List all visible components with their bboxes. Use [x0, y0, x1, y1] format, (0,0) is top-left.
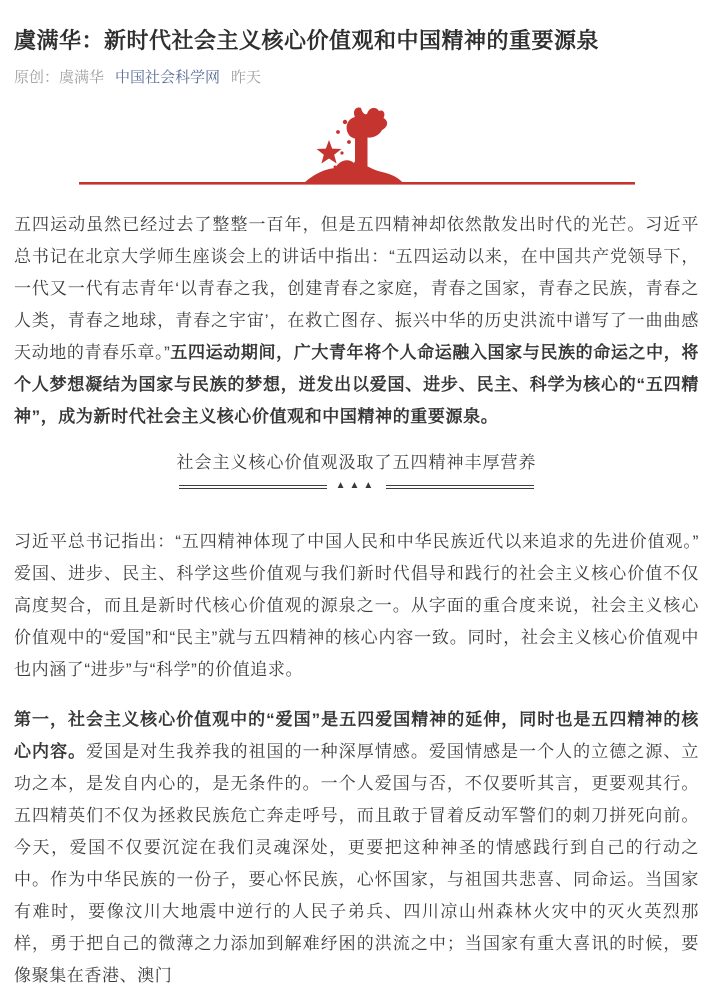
double-rule-left — [179, 485, 327, 489]
mound-shape — [304, 159, 403, 183]
triangle-ornament-icon: ▲▲▲ — [335, 480, 378, 491]
byline-original-label: 原创：虞满华 — [14, 69, 105, 86]
section-heading-block — [14, 451, 699, 492]
article-page — [0, 26, 713, 992]
article-body — [0, 209, 713, 992]
paragraph-1-normal-text: 五四运动虽然已经过去了整整一百年，但是五四精神却依然散发出时代的光芒。习近平总书记在北京大学师生座谈会上的讲话中指出：“五四运动以来，在中国共产党领导下，一代又一代有志青年‘以青春之我，创建青春之家庭，青春之国家，青春之民族，青春之人类，青春之地球，青春之宇宙’，在救亡图存、振兴中华的历史洪流中谱写了一曲曲感天动地的青春乐章。” — [14, 215, 699, 362]
double-rule-right — [386, 485, 534, 489]
byline-date: 昨天 — [231, 69, 262, 86]
byline — [14, 66, 699, 87]
paragraph-3-bold-text: 第一，社会主义核心价值观中的“爱国”是五四爱国精神的延伸，同时也是五四精神的核心内容。 — [14, 710, 699, 761]
paragraph-2-text: 习近平总书记指出：“五四精神体现了中国人民和中华民族近代以来追求的先进价值观。”爱国、进步、民主、科学这些价值观与我们新时代倡导和践行的社会主义核心价值不仅高度契合，而且是新时代核心价值观的源泉之一。从字面的重合度来说，社会主义核心价值观中的“爱国”和“民主”就与五四精神的核心内容一致。同时，社会主义核心价值观中也内涵了“进步”与“科学”的价值追求。 — [14, 532, 699, 679]
hero-image[interactable] — [79, 107, 635, 189]
paragraph-2 — [14, 526, 699, 686]
account-name-link[interactable]: 中国社会科学网 — [115, 69, 221, 86]
section-heading: 社会主义核心价值观汲取了五四精神丰厚营养 — [176, 453, 537, 472]
monument-flame-icon — [346, 108, 387, 139]
article-title: 虞满华：新时代社会主义核心价值观和中国精神的重要源泉 — [14, 28, 600, 53]
section-divider — [14, 482, 699, 492]
paragraph-1-bold-text: 五四运动期间，广大青年将个人命运融入国家与民族的命运之中，将个人梦想凝结为国家与民族的梦想，迸发出以爱国、进步、民主、科学为核心的“五四精神”，成为新时代社会主义核心价值观和中国精神的重要源泉。 — [14, 343, 699, 426]
paragraph-3-normal-text: 爱国是对生我养我的祖国的一种深厚情感。爱国情感是一个人的立德之源、立功之本，是发自内心的，是无条件的。一个人爱国与否，不仅要听其言，更要观其行。五四精英们不仅为拯救民族危亡奔走呼号，而且敢于冒着反动军警们的刺刀拼死向前。今天，爱国不仅要沉淀在我们灵魂深处，更要把这种神圣的情感践行到自己的行动之中。作为中华民族的一份子，要心怀民族，心怀国家，与祖国共悲喜、同命运。当国家有难时，要像汶川大地震中逆行的人民子弟兵、四川凉山州森林火灾中的灭火英烈那样，勇于把自己的微薄之力添加到解难纾困的洪流之中；当国家有重大喜讯的时候，要像聚集在香港、澳门 — [14, 742, 699, 985]
star-icon — [316, 140, 341, 164]
monument-star-graphic — [79, 107, 635, 189]
paragraph-1 — [14, 209, 699, 433]
paragraph-3 — [14, 704, 699, 992]
